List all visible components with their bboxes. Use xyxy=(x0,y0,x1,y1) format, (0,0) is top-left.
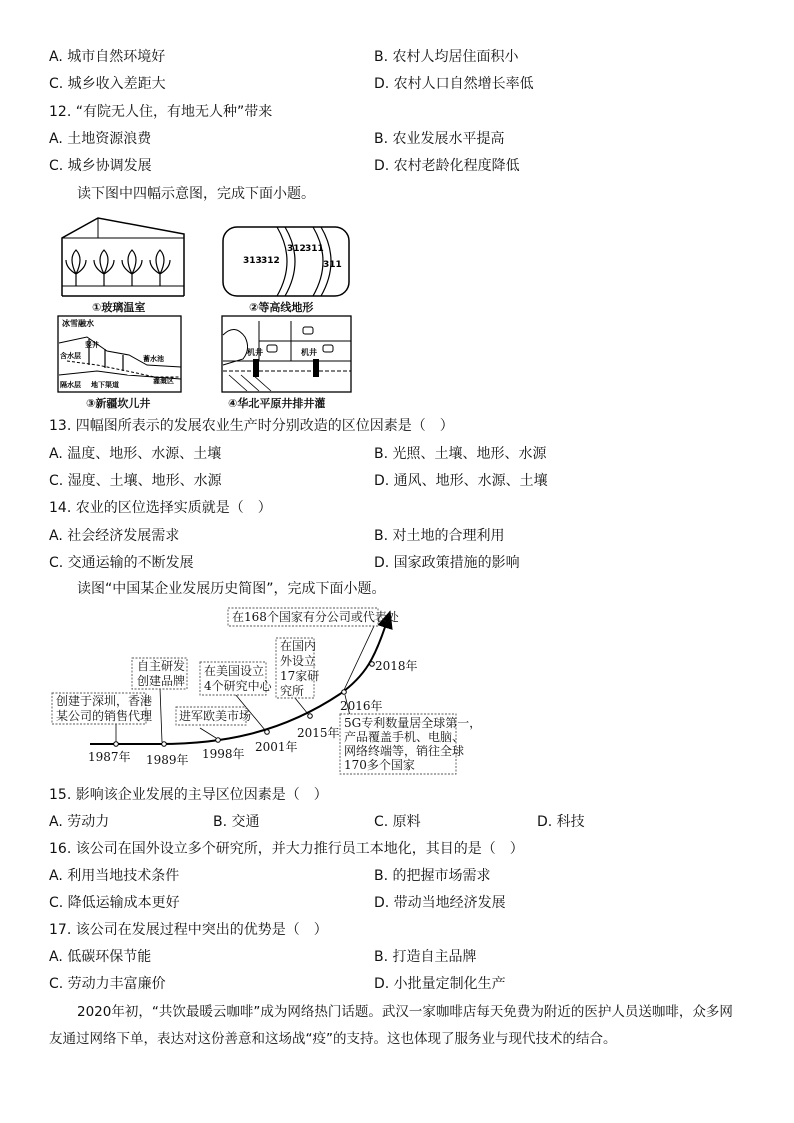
contour-label-312a: 312 xyxy=(261,256,280,266)
q12-option-d[interactable]: D. 农村老龄化程度降低 xyxy=(374,158,520,174)
well-label-1: 机井 xyxy=(247,348,263,357)
year-2018: 2018年 xyxy=(375,659,418,673)
intro-timeline: 读图“中国某企业发展历史简图”，完成下面小题。 xyxy=(77,581,386,597)
q11-option-b[interactable]: B. 农村人均居住面积小 xyxy=(374,49,519,65)
q12-option-c[interactable]: C. 城乡协调发展 xyxy=(49,158,152,174)
passage-line-2: 友通过网络下单，表达对这份善意和这场战“疫”的支持。这也体现了服务业与现代技术的结合。 xyxy=(49,1031,617,1047)
timeline-box-2018-line2: 产品覆盖手机、电脑、 xyxy=(344,730,465,744)
year-2016: 2016年 xyxy=(340,699,383,713)
intro-four-diagrams: 读下图中四幅示意图，完成下面小题。 xyxy=(77,186,315,202)
timeline-box-2001-line1: 在美国设立 xyxy=(204,664,265,678)
q12-stem: 12. “有院无人住，有地无人种”带来 xyxy=(49,104,273,120)
q14-option-c[interactable]: C. 交通运输的不断发展 xyxy=(49,555,194,571)
timeline-box-2018 xyxy=(344,716,481,772)
q12-option-b[interactable]: B. 农业发展水平提高 xyxy=(374,131,505,147)
timeline-box-2018-line1: 5G专利数量居全球第一， xyxy=(344,716,482,730)
timeline-box-2016: 在168个国家有分公司或代表处 xyxy=(232,610,399,624)
karez-label-irrigation: 灌溉区 xyxy=(153,377,174,385)
well-irrigation-caption: ④华北平原井排井灌 xyxy=(228,397,326,410)
karez-label-shaft: 竖井 xyxy=(85,341,99,349)
q15-stem: 15. 影响该企业发展的主导区位因素是（ ） xyxy=(49,787,328,803)
q15-option-d[interactable]: D. 科技 xyxy=(537,814,585,830)
q13-stem: 13. 四幅图所表示的发展农业生产时分别改造的区位因素是（ ） xyxy=(49,418,454,434)
karez-diagram xyxy=(57,315,182,393)
karez-label-channel: 地下渠道 xyxy=(91,381,119,389)
greenhouse-caption: ①玻璃温室 xyxy=(92,301,146,314)
timeline-box-2001 xyxy=(204,664,272,694)
well-irrigation-diagram xyxy=(221,315,352,393)
timeline-box-2018-line4: 170多个国家 xyxy=(344,758,415,772)
q15-option-a[interactable]: A. 劳动力 xyxy=(49,814,110,830)
karez-caption: ③新疆坎儿井 xyxy=(86,397,151,410)
timeline-box-2001-line2: 4个研究中心 xyxy=(204,679,272,693)
year-1998: 1998年 xyxy=(202,747,245,761)
year-1987: 1987年 xyxy=(88,750,131,764)
timeline-box-1987-line2: 某公司的销售代理 xyxy=(56,709,153,723)
timeline-box-1987-line1: 创建于深圳，香港 xyxy=(56,694,153,708)
timeline-box-1989-line1: 自主研发 xyxy=(137,659,186,673)
q11-option-a[interactable]: A. 城市自然环境好 xyxy=(49,49,166,65)
q15-option-b[interactable]: B. 交通 xyxy=(213,814,260,830)
timeline-box-1987 xyxy=(56,694,152,724)
q17-stem: 17. 该公司在发展过程中突出的优势是（ ） xyxy=(49,922,328,938)
karez-label-aquiclude: 隔水层 xyxy=(60,381,81,389)
q17-option-d[interactable]: D. 小批量定制化生产 xyxy=(374,976,506,992)
q14-option-d[interactable]: D. 国家政策措施的影响 xyxy=(374,555,520,571)
q16-option-d[interactable]: D. 带动当地经济发展 xyxy=(374,895,506,911)
q14-option-a[interactable]: A. 社会经济发展需求 xyxy=(49,528,180,544)
karez-label-aquifer: 含水层 xyxy=(60,352,81,360)
q16-option-c[interactable]: C. 降低运输成本更好 xyxy=(49,895,180,911)
q16-stem: 16. 该公司在国外设立多个研究所，并大力推行员工本地化，其目的是（ ） xyxy=(49,841,524,857)
timeline-box-2015 xyxy=(280,639,319,699)
q14-stem: 14. 农业的区位选择实质就是（ ） xyxy=(49,500,272,516)
greenhouse-diagram xyxy=(58,214,188,298)
timeline-box-2015-line3: 17家研 xyxy=(280,669,320,683)
q15-option-c[interactable]: C. 原料 xyxy=(374,814,421,830)
q13-option-d[interactable]: D. 通风、地形、水源、土壤 xyxy=(374,473,548,489)
contour-caption: ②等高线地形 xyxy=(249,301,314,314)
passage-line-1: 2020年初，“共饮最暖云咖啡”成为网络热门话题。武汉一家咖啡店每天免费为附近的医护人员送咖啡，众多网 xyxy=(77,1004,733,1020)
timeline-box-2015-line2: 外设立 xyxy=(280,654,317,668)
q11-option-c[interactable]: C. 城乡收入差距大 xyxy=(49,76,166,92)
q12-option-a[interactable]: A. 土地资源浪费 xyxy=(49,131,152,147)
contour-label-311a: 311 xyxy=(305,244,324,254)
contour-label-313: 313 xyxy=(243,256,262,266)
timeline-box-2015-line1: 在国内 xyxy=(280,639,317,653)
karez-label-pool: 蓄水池 xyxy=(143,355,164,363)
q13-option-b[interactable]: B. 光照、土壤、地形、水源 xyxy=(374,446,547,462)
q16-option-a[interactable]: A. 利用当地技术条件 xyxy=(49,868,180,884)
year-2001: 2001年 xyxy=(255,740,298,754)
q16-option-b[interactable]: B. 的把握市场需求 xyxy=(374,868,491,884)
year-1989: 1989年 xyxy=(146,753,189,767)
q13-option-c[interactable]: C. 湿度、土壤、地形、水源 xyxy=(49,473,222,489)
year-2015: 2015年 xyxy=(297,726,340,740)
well-label-2: 机井 xyxy=(301,348,317,357)
q11-option-d[interactable]: D. 农村人口自然增长率低 xyxy=(374,76,534,92)
q13-option-a[interactable]: A. 温度、地形、水源、土壤 xyxy=(49,446,222,462)
q17-option-c[interactable]: C. 劳动力丰富廉价 xyxy=(49,976,166,992)
contour-label-311b: 311 xyxy=(323,260,342,270)
q17-option-b[interactable]: B. 打造自主品牌 xyxy=(374,949,477,965)
q17-option-a[interactable]: A. 低碳环保节能 xyxy=(49,949,152,965)
contour-diagram xyxy=(221,225,351,298)
karez-label-meltwater: 冰雪融水 xyxy=(62,319,94,328)
timeline-box-2018-line3: 网络终端等，销往全球 xyxy=(344,744,465,758)
timeline-box-1989-line2: 创建品牌 xyxy=(137,674,186,688)
q14-option-b[interactable]: B. 对土地的合理利用 xyxy=(374,528,505,544)
timeline-box-2015-line4: 究所 xyxy=(280,684,305,698)
timeline-box-1989 xyxy=(137,659,185,689)
contour-label-312b: 312 xyxy=(287,244,306,254)
timeline-box-1998: 进军欧美市场 xyxy=(179,709,252,723)
